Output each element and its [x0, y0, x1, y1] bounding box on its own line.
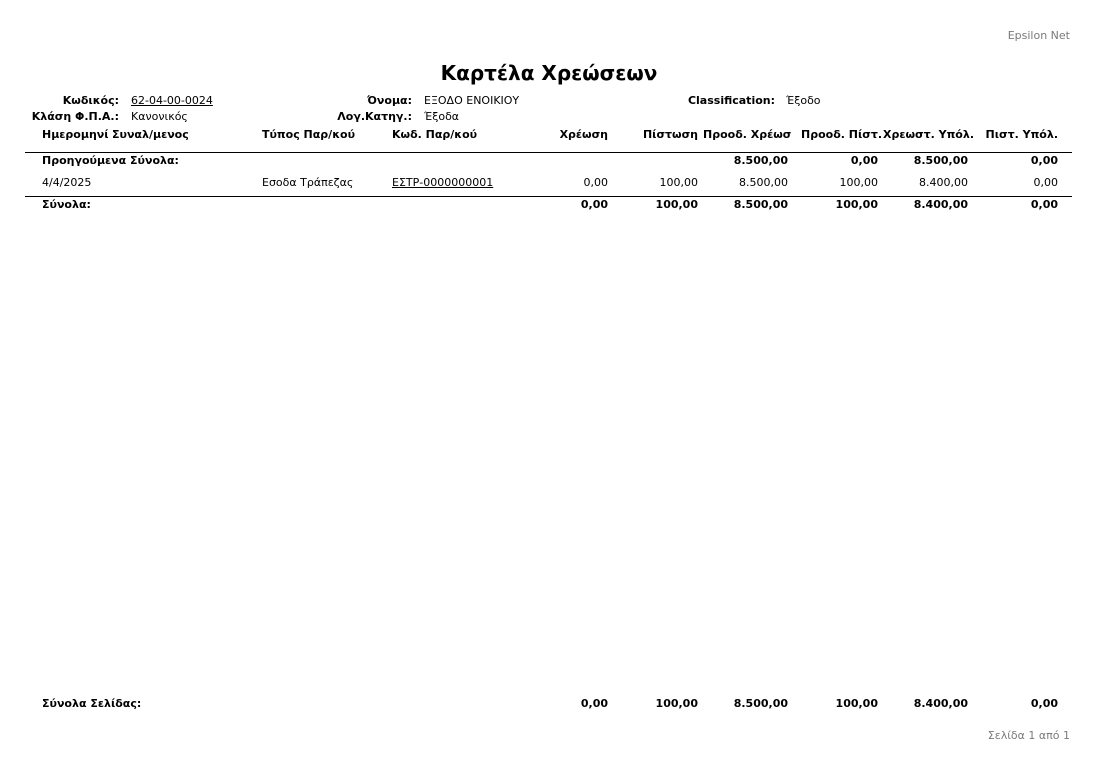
totals-prog-credit: 100,00 [835, 198, 878, 211]
totals-label: Σύνολα: [42, 198, 91, 211]
code-value-link[interactable]: 62-04-00-0024 [131, 94, 213, 107]
header-divider [25, 152, 1072, 153]
report-title: Καρτέλα Χρεώσεων [440, 61, 658, 85]
row-prog-credit: 100,00 [839, 176, 878, 189]
row-date: 4/4/2025 [42, 176, 92, 189]
previous-credit-balance: 0,00 [1030, 154, 1058, 167]
page-totals-credit: 100,00 [655, 697, 698, 710]
row-credit: 100,00 [659, 176, 698, 189]
row-doc-code-link[interactable]: ΕΣΤΡ-0000000001 [392, 176, 494, 189]
row-prog-debit: 8.500,00 [739, 176, 788, 189]
column-header-prog-debit: Προοδ. Χρέωσ [703, 128, 791, 141]
page-totals-prog-credit: 100,00 [835, 697, 878, 710]
previous-prog-credit: 0,00 [850, 154, 878, 167]
column-header-credit-balance: Πιστ. Υπόλ. [985, 128, 1058, 141]
column-header-prog-credit: Προοδ. Πίστ. [801, 128, 883, 141]
totals-divider [25, 196, 1072, 197]
classification-label: Classification: [687, 94, 775, 107]
page-number: Σελίδα 1 από 1 [987, 729, 1070, 742]
column-header-debit-balance: Χρεωστ. Υπόλ. [883, 128, 974, 141]
totals-debit: 0,00 [580, 198, 608, 211]
page-totals-label: Σύνολα Σελίδας: [42, 697, 142, 710]
previous-prog-debit: 8.500,00 [733, 154, 788, 167]
column-header-date: Ημερομηνί [42, 128, 109, 141]
previous-totals-label: Προηγούμενα Σύνολα: [42, 154, 179, 167]
row-debit: 0,00 [583, 176, 608, 189]
page-totals-prog-debit: 8.500,00 [733, 697, 788, 710]
vat-class-value: Κανονικός [131, 110, 188, 123]
row-doc-type: Εσοδα Τράπεζας [262, 176, 354, 189]
page-totals-credit-balance: 0,00 [1030, 697, 1058, 710]
row-credit-balance: 0,00 [1033, 176, 1058, 189]
account-category-value: Έξοδα [424, 110, 460, 123]
name-label: Όνομα: [367, 94, 412, 107]
vat-class-label: Κλάση Φ.Π.Α.: [31, 110, 119, 123]
column-header-doc-code: Κωδ. Παρ/κού [392, 128, 478, 141]
account-category-label: Λογ.Κατηγ.: [337, 110, 412, 123]
totals-debit-balance: 8.400,00 [913, 198, 968, 211]
totals-credit-balance: 0,00 [1030, 198, 1058, 211]
totals-prog-debit: 8.500,00 [733, 198, 788, 211]
name-value: ΕΞΟΔΟ ΕΝΟΙΚΙΟΥ [424, 94, 520, 107]
code-label: Κωδικός: [62, 94, 119, 107]
column-header-counterparty: Συναλ/μενος [112, 128, 189, 141]
classification-value: Έξοδο [786, 94, 821, 107]
column-header-credit: Πίστωση [642, 128, 698, 141]
brand-label: Epsilon Net [1007, 29, 1070, 42]
totals-credit: 100,00 [655, 198, 698, 211]
row-debit-balance: 8.400,00 [919, 176, 968, 189]
column-header-doc-type: Τύπος Παρ/κού [262, 128, 355, 141]
column-header-debit: Χρέωση [559, 128, 608, 141]
previous-debit-balance: 8.500,00 [913, 154, 968, 167]
page-totals-debit: 0,00 [580, 697, 608, 710]
page-totals-debit-balance: 8.400,00 [913, 697, 968, 710]
